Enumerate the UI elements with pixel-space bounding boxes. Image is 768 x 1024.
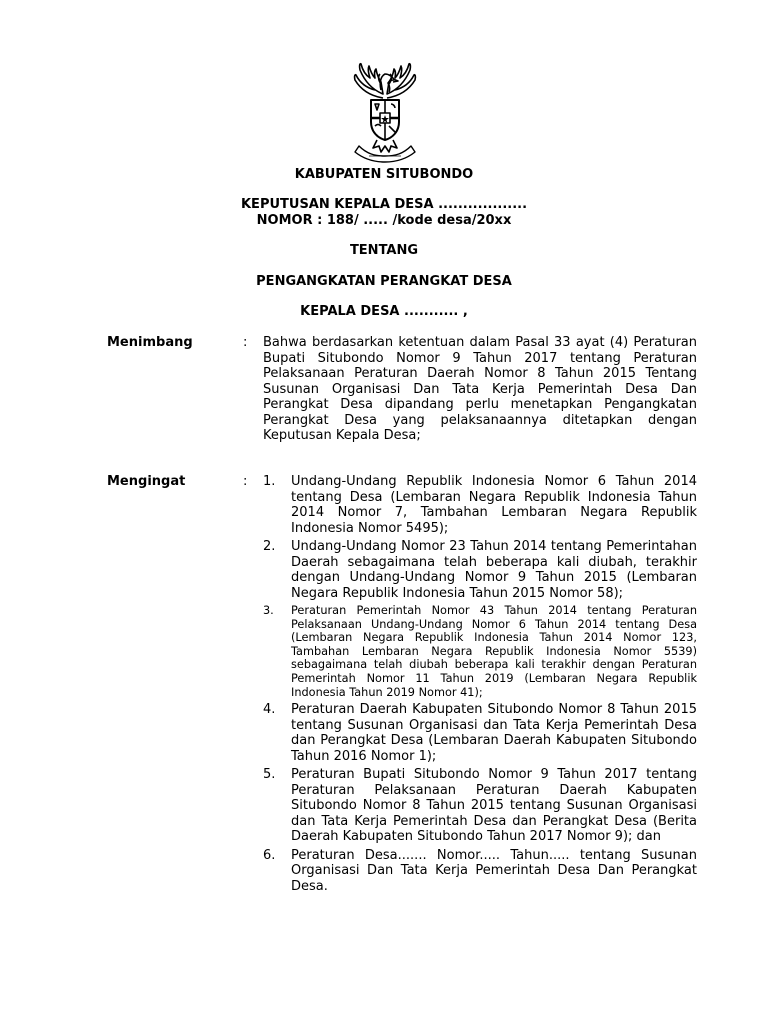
list-item-text: Peraturan Desa....... Nomor..... Tahun..... tentang Susunan Organisasi Dan Tata Kerja Pemerintah Desa Dan Perangkat Desa. [291, 847, 697, 894]
list-item-number: 4. [263, 702, 276, 718]
list-item [263, 848, 697, 895]
list-item-number: 2. [263, 539, 276, 554]
list-item [263, 604, 697, 699]
list-item-number: 3. [263, 604, 274, 617]
garuda-emblem-icon [343, 60, 427, 164]
menimbang-label: Menimbang [107, 335, 193, 350]
list-item-number: 5. [263, 767, 276, 783]
decree-subject: PENGANGKATAN PERANGKAT DESA [256, 274, 512, 289]
about-heading: TENTANG [349, 243, 419, 258]
list-item [263, 474, 697, 536]
list-item-text: Peraturan Bupati Situbondo Nomor 9 Tahun 2017 tentang Peraturan Pelaksanaan Peraturan Daerah Kabupaten Situbondo Nomor 8 Tahun 2015 tentang Susunan Organisasi dan Tata Kerja Pemerintah Desa dan Perangkat Desa (Berita Daerah Kabupaten Situbondo Tahun 2017 Nomor 9); dan [291, 767, 697, 845]
mengingat-colon: : [243, 474, 248, 489]
mengingat-label: Mengingat [107, 474, 186, 489]
list-item-number: 1. [263, 474, 276, 489]
list-item [263, 767, 697, 845]
decree-number: NOMOR : 188/ ..... /kode desa/20xx [256, 213, 512, 228]
regency-title: KABUPATEN SITUBONDO [294, 167, 474, 182]
list-item-number: 6. [263, 847, 276, 863]
list-item [263, 702, 697, 764]
menimbang-text: Bahwa berdasarkan ketentuan dalam Pasal 33 ayat (4) Peraturan Bupati Situbondo Nomor 9 Tahun 2017 tentang Peraturan Pelaksanaan Peraturan Daerah Nomor 8 Tahun 2015 Tentang Susunan Organisasi Dan Tata Kerja Pemerintah Desa Dan Perangkat Desa dipandang perlu menetapkan Pengangkatan Perangkat Desa yang pelaksanaannya ditetapkan dengan Keputusan Kepala Desa; [263, 335, 697, 443]
decree-title: KEPUTUSAN KEPALA DESA .................. [240, 197, 528, 212]
list-item-text: Peraturan Pemerintah Nomor 43 Tahun 2014 tentang Peraturan Pelaksanaan Undang-Undang Nomor 6 Tahun 2014 tentang Desa (Lembaran Negara Republik Indonesia Tahun 2014 Nomor 123, Tambahan Lembaran Negara Republik Indonesia Nomor 5539) sebagaimana telah diubah beberapa kali terakhir dengan Peraturan Pemerintah Nomor 11 Tahun 2019 (Lembaran Negara Republik Indonesia Tahun 2019 Nomor 41); [291, 604, 697, 699]
mengingat-list [263, 474, 697, 897]
official-title: KEPALA DESA ........... , [300, 304, 468, 319]
list-item-text: Undang-Undang Republik Indonesia Nomor 6 Tahun 2014 tentang Desa (Lembaran Negara Republik Indonesia Tahun 2014 Nomor 7, Tambahan Lembaran Negara Republik Indonesia Nomor 5495); [291, 474, 697, 536]
menimbang-colon: : [243, 335, 248, 350]
list-item-text: Undang-Undang Nomor 23 Tahun 2014 tentang Pemerintahan Daerah sebagaimana telah beberapa kali diubah, terakhir dengan Undang-Undang Nomor 9 Tahun 2015 (Lembaran Negara Republik Indonesia Tahun 2015 Nomor 58); [291, 539, 697, 601]
list-item-text: Peraturan Daerah Kabupaten Situbondo Nomor 8 Tahun 2015 tentang Susunan Organisasi dan Tata Kerja Pemerintah Desa dan Perangkat Desa (Lembaran Daerah Kabupaten Situbondo Tahun 2016 Nomor 1); [291, 702, 697, 764]
list-item [263, 539, 697, 601]
